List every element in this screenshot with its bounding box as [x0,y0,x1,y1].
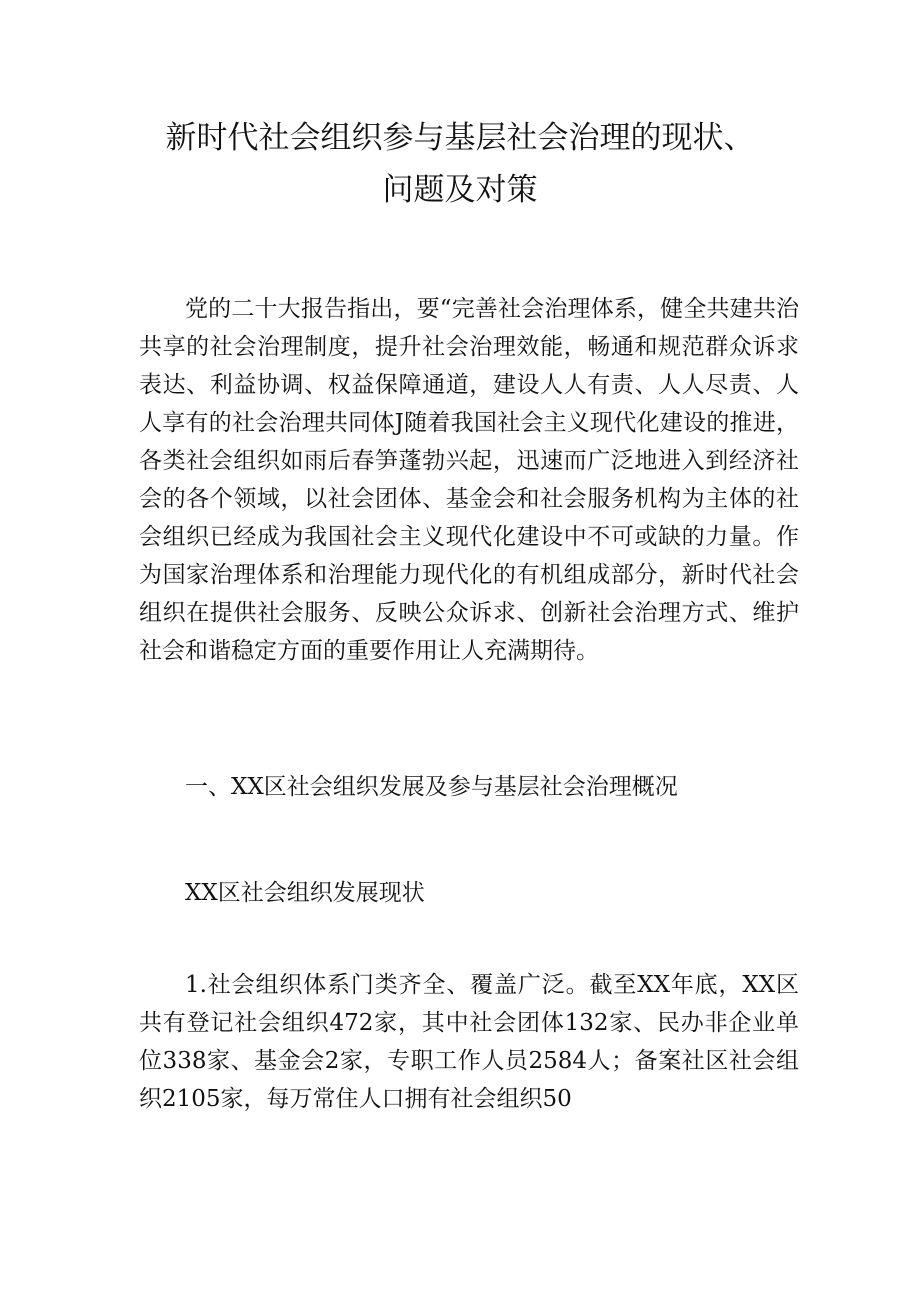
document-title [0,112,920,216]
intro-paragraph: 党的二十大报告指出，要“完善社会治理体系，健全共建共治共享的社会治理制度，提升社会治理效能，畅通和规范群众诉求表达、利益协调、权益保障通道，建设人人有责、人人尽责、人人享有的社会治理共同体J随着我国社会主义现代化建设的推进，各类社会组织如雨后春笋蓬勃兴起，迅速而广泛地进入到经济社会的各个领域，以社会团体、基金会和社会服务机构为主体的社会组织已经成为我国社会主义现代化建设中不可或缺的力量。作为国家治理体系和治理能力现代化的有机组成部分，新时代社会组织在提供社会服务、反映公众诉求、创新社会治理方式、维护社会和谐稳定方面的重要作用让人充满期待。 [139,296,799,664]
section-heading-1: 一、XX区社会组织发展及参与基层社会治理概况 [185,774,678,800]
title-line-1: 新时代社会组织参与基层社会治理的现状、 [165,120,755,156]
title-line-2: 问题及对策 [382,172,538,208]
item-1-paragraph: 1.社会组织体系门类齐全、覆盖广泛。截至XX年底，XX区共有登记社会组织472家，其中社会团体132家、民办非企业单位338家、基金会2家，专职工作人员2584人；备案社区社会组织2105家，每万常住人口拥有社会组织50 [139,972,799,1112]
subsection-heading: XX区社会组织发展现状 [185,880,425,906]
